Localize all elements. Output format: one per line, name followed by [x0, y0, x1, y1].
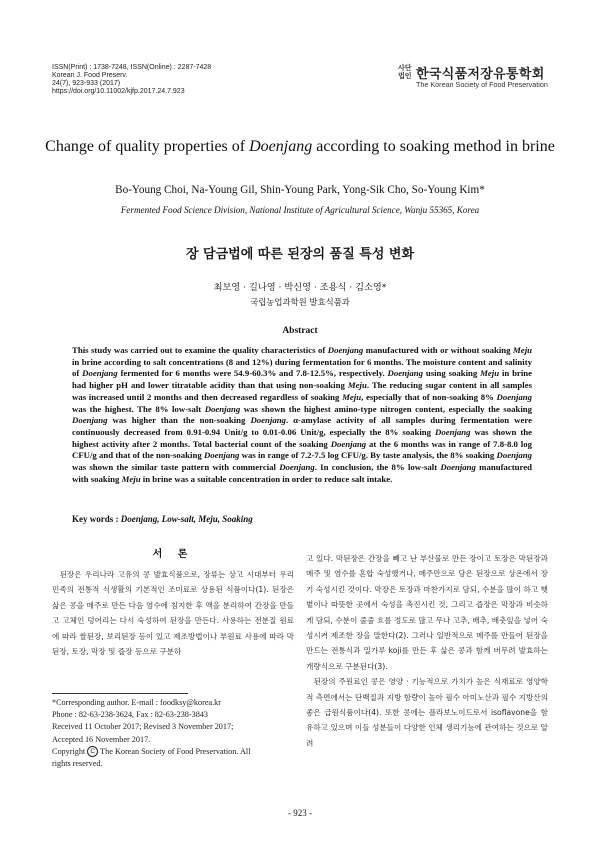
journal-name: Korean J. Food Preserv.: [52, 72, 128, 79]
right-paragraph-1: 고 있다. 막된장은 간장을 빼고 난 부산물로 만든 장이고 토장은 막된장과 메주 및 염수를 혼합 숙성했거나, 메주만으로 담은 된장으로 상온에서 장기 숙성시킨 것이다. 막장은 토장과 마찬가지로 담되, 수분을 많이 하고 햇볕이나 따뜻한 곳에서 숙성을 촉진시킨 것, 그리고 즙장은 막장과 비슷하게 담되, 수분이 줄줄 흐를 정도로 많고 무나 고추, 배추, 배춧잎을 넣어 숙성시켜 제조한 장을 말한다(2). 그러나 일반적으로 메주를 만들어 된장을 만드는 전통식과 밀가루 koji를 만든 후 삶은 콩과 함께 버무려 발효하는 개량식으로 구분된다(3).: [306, 554, 548, 671]
keywords: [72, 514, 532, 524]
volume-pages: 24(7), 923-933 (2017): [52, 80, 121, 87]
keywords-label: Key words :: [72, 514, 119, 524]
korean-title: 장 담금법에 따른 된장의 품질 특성 변화: [185, 247, 415, 262]
phone-fax: Phone : 82-63-238-3624, Fax : 82-63-238-3843: [52, 710, 209, 720]
logo-name-english: The Korean Society of Food Preservation: [416, 80, 548, 89]
right-column: [306, 551, 548, 751]
copyright: [52, 746, 294, 758]
footnote: [52, 697, 294, 770]
doi-link[interactable]: https://doi.org/10.11002/kjfp.2017.24.7.923: [52, 88, 185, 95]
introduction-heading: 서 론: [152, 549, 194, 560]
title-pre: Change of quality properties of: [45, 138, 250, 155]
copyright-text: The Korean Society of Food Preservation. All: [100, 746, 251, 756]
abstract-body: [72, 345, 532, 485]
authors: Bo-Young Choi, Na-Young Gil, Shin-Young Park, Yong-Sik Cho, So-Young Kim*: [115, 184, 485, 196]
society-logo: [398, 63, 558, 93]
affiliation: Fermented Food Science Division, National Institute of Agricultural Science, Wanju 55365, Korea: [120, 205, 480, 215]
left-column: [52, 567, 294, 659]
left-paragraph: 된장은 우리나라 고유의 콩 발효식품으로, 장류는 상고 시대부터 우리 민족의 전통적 식생활의 기본적인 조미료로 상용된 식품이다(1). 된장은 삶은 콩을 메주로 만든 다음 염수에 침지한 후 액을 분리하여 간장을 만들고 고체인 덩어리는 다시 숙성하여 된장을 만든다. 사용하는 전분질 원료에 따라 쌀된장, 보리된장 등이 있고 제조방법이나 부원료 사용에 따라 막된장, 토장, 막장 및 즙장 등으로 구분하: [52, 570, 294, 657]
logo-mark: 사단 법인: [398, 65, 412, 80]
title-italic: Doenjang: [249, 138, 313, 155]
received-date: Received 11 October 2017; Revised 3 November 2017;: [52, 722, 234, 732]
corresponding-author: *Corresponding author. E-mail : foodksy@korea.kr: [52, 698, 221, 707]
copyright-prefix: Copyright: [52, 746, 86, 756]
footnote-divider: [52, 693, 188, 694]
keywords-list: Doenjang, Low-salt, Meju, Soaking: [120, 514, 253, 524]
korean-authors: 최보영 · 길나영 · 박신영 · 조용식 · 김소영*: [213, 282, 387, 293]
title-post: according to soaking method in brine: [312, 138, 555, 155]
logo-name-korean: 한국식품저장유통학회: [416, 67, 545, 82]
copyright-icon: C: [87, 746, 98, 757]
right-paragraph-2: 된장의 주원료인 콩은 영양 · 기능적으로 가치가 높은 식재료로 영양학적 측면에서는 단백질과 지방 함량이 높아 필수 아미노산과 필수 지방산의 좋은 급원식품이다(4). 또한 콩에는 플라보노이드로서 isoflavone을 함유하고 있으며 이들 성분들이 다양한 인체 생리기능에 관여하는 것으로 알려: [306, 677, 548, 748]
page-number: - 923 -: [288, 808, 312, 818]
abstract-heading: Abstract: [282, 326, 318, 336]
korean-affiliation: 국립농업과학원 발효식품과: [250, 297, 350, 307]
accepted-date: Accepted 16 November 2017.: [52, 734, 151, 744]
rights-reserved: rights reserved.: [52, 759, 103, 769]
journal-header: [52, 64, 211, 96]
issn: ISSN(Print) : 1738-7248, ISSN(Online) : 2287-7428: [52, 64, 212, 71]
paper-title: [40, 137, 560, 156]
abstract-text: This study was carried out to examine the quality characteristics of Doenjang manufactured with or without soaking Meju in brine according to salt concentrations (8 and 12%) during fermentation for 6 months. The moisture content and salinity of Doenjang fermented for 6 months were 54.9-60.3% and 7.8-12.5%, respectively. Doenjang using soaking Meju in brine had higher pH and lower titratable acidity than that using non-soaking Meju. The reducing sugar content in all samples was increased until 2 months and then decreased regardless of soaking Meju, especially that of non-soaking 8% Doenjang was the highest. The 8% low-salt Doenjang was shown the highest amino-type nitrogen content, especially the soaking Doenjang was higher than the non-soaking Doenjang. α-amylase activity of all samples during fermentation were continuously decreased from 0.91-0.94 Unit/g to 0.01-0.06 Unit/g, especially the 8% soaking Doenjang was shown the highest activity after 2 months. Total bacterial count of the soaking Doenjang at the 6 months was in range of 7.8-8.0 log CFU/g and that of the non-soaking Doenjang was in range of 7.2-7.5 log CFU/g. By taste analysis, the 8% soaking Doenjang was shown the similar taste pattern with commercial Doenjang. In conclusion, the 8% low-salt Doenjang manufactured with soaking Meju in brine was a suitable concentration in order to reduce salt intake.: [72, 345, 532, 484]
